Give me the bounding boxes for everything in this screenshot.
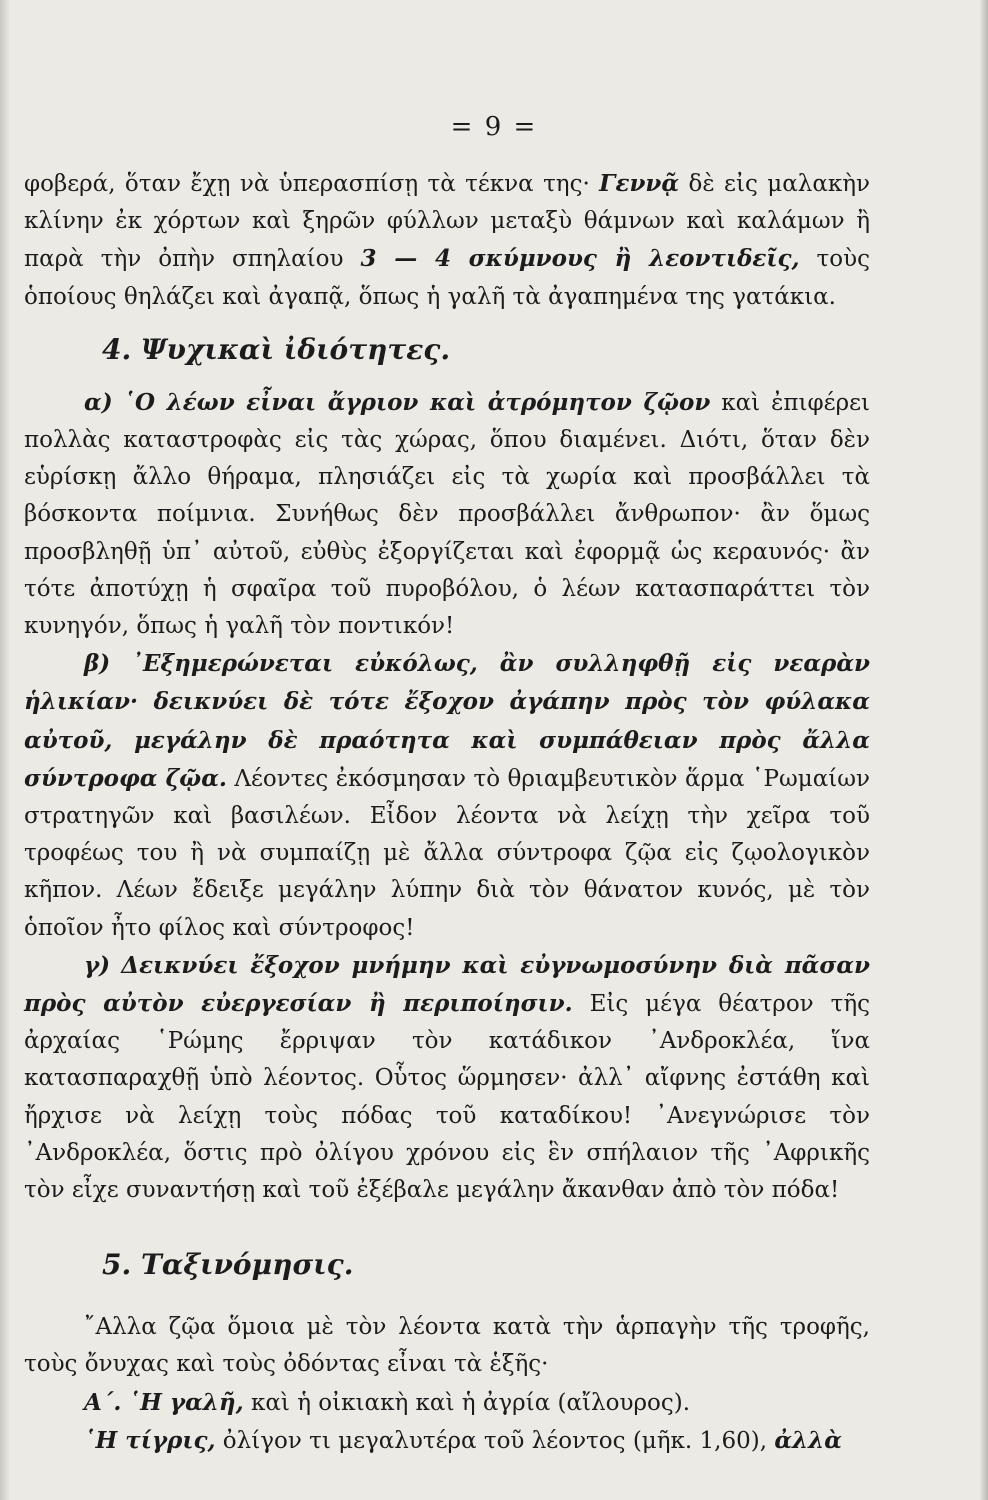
section-heading-4: 4. Ψυχικαὶ ἰδιότητες. [102,332,451,366]
item-tiger: ῾Η τίγρις, ὀλίγον τι μεγαλυτέρα τοῦ λέοντος (μῆκ. 1,60), ἀλλὰ [84,1426,842,1454]
paragraph-intro: φοβερά, ὅταν ἔχῃ νὰ ὑπερασπίσῃ τὰ τέκνα της· Γεννᾷ δὲ εἰς μαλακὴν κλίνην ἐκ χόρτων καὶ ξηρῶν φύλλων μεταξὺ θάμνων καὶ καλάμων ἢ παρὰ τὴν ὀπὴν σπηλαίου 3 — 4 σκύμνους ἢ λεοντιδεῖς, τοὺς ὁποίους θηλάζει καὶ ἀγαπᾷ, ὅπως ἡ γαλῆ τὰ ἀγαπημένα της γατάκια. [24,170,870,310]
paragraph-c: γ) Δεικνύει ἔξοχον μνήμην καὶ εὐγνωμοσύνην διὰ πᾶσαν πρὸς αὐτὸν εὐεργεσίαν ἢ περιποίησιν. Εἰς μέγα θέατρον τῆς ἀρχαίας ῾Ρώμης ἔρριψαν τὸν κατάδικον ᾿Ανδροκλέα, ἵνα κατασπαραχθῇ ὑπὸ λέοντος. Οὗτος ὥρμησεν· ἀλλ᾿ αἴφνης ἐστάθη καὶ ἤρχισε νὰ λείχῃ τοὺς πόδας τοῦ καταδίκου! ᾿Ανεγνώρισε τὸν ᾿Ανδροκλέα, ὅστις πρὸ ὀλίγου χρόνου εἰς ἓν σπήλαιον τῆς ᾿Αφρικῆς τὸν εἶχε συναντήσῃ καὶ τοῦ ἐξέβαλε μεγάλην ἄκανθαν ἀπὸ τὸν πόδα! [24,951,870,1204]
section-heading-5: 5. Ταξινόμησις. [102,1248,354,1282]
body-text [24,165,870,1460]
paragraph-a: α) ῾Ο λέων εἶναι ἄγριον καὶ ἀτρόμητον ζῷον καὶ ἐπιφέρει πολλὰς καταστροφὰς εἰς τὰς χώρας, ὅπου διαμένει. Διότι, ὅταν δὲν εὑρίσκῃ ἄλλο θήραμα, πλησιάζει εἰς τὰ χωρία καὶ προσβάλλει τὰ βόσκοντα ποίμνια. Συνήθως δὲν προσβάλλει ἄνθρωπον· ἂν ὅμως προσβληθῇ ὑπ᾿ αὐτοῦ, εὐθὺς ἐξοργίζεται καὶ ἐφορμᾷ ὡς κεραυνός· ἂν τότε ἀποτύχῃ ἡ σφαῖρα τοῦ πυροβόλου, ὁ λέων κατασπαράττει τὸν κυνηγόν, ὅπως ἡ γαλῆ τὸν ποντικόν! [24,388,871,640]
item-cat: Α΄. ῾Η γαλῆ, καὶ ἡ οἰκιακὴ καὶ ἡ ἀγρία (αἴλουρος). [84,1388,690,1416]
page-edge-right [980,0,988,1500]
page-edge-left [0,0,9,1500]
paragraph-classification: ῎Αλλα ζῷα ὅμοια μὲ τὸν λέοντα κατὰ τὴν ἁρπαγὴν τῆς τροφῆς, τοὺς ὄνυχας καὶ τοὺς ὀδόντας εἶναι τὰ ἑξῆς· [24,1314,870,1378]
paragraph-b: β) ᾿Εξημερώνεται εὐκόλως, ἂν συλληφθῇ εἰς νεαρὰν ἡλικίαν· δεικνύει δὲ τότε ἔξοχον ἀγάπην πρὸς τὸν φύλακα αὐτοῦ, μεγάλην δὲ πραότητα καὶ συμπάθειαν πρὸς ἄλλα σύντροφα ζῷα. Λέοντες ἐκόσμησαν τὸ θριαμβευτικὸν ἅρμα ῾Ρωμαίων στρατηγῶν καὶ βασιλέων. Εἶδον λέοντα νὰ λείχῃ τὴν χεῖρα τοῦ τροφέως του ἢ νὰ συμπαίζῃ μὲ ἄλλα σύντροφα ζῷα εἰς ζῳολογικὸν κῆπον. Λέων ἔδειξε μεγάλην λύπην διὰ τὸν θάνατον κυνός, μὲ τὸν ὁποῖον ἦτο φίλος καὶ σύντροφος! [24,650,871,941]
page-number: = 9 = [450,112,538,142]
